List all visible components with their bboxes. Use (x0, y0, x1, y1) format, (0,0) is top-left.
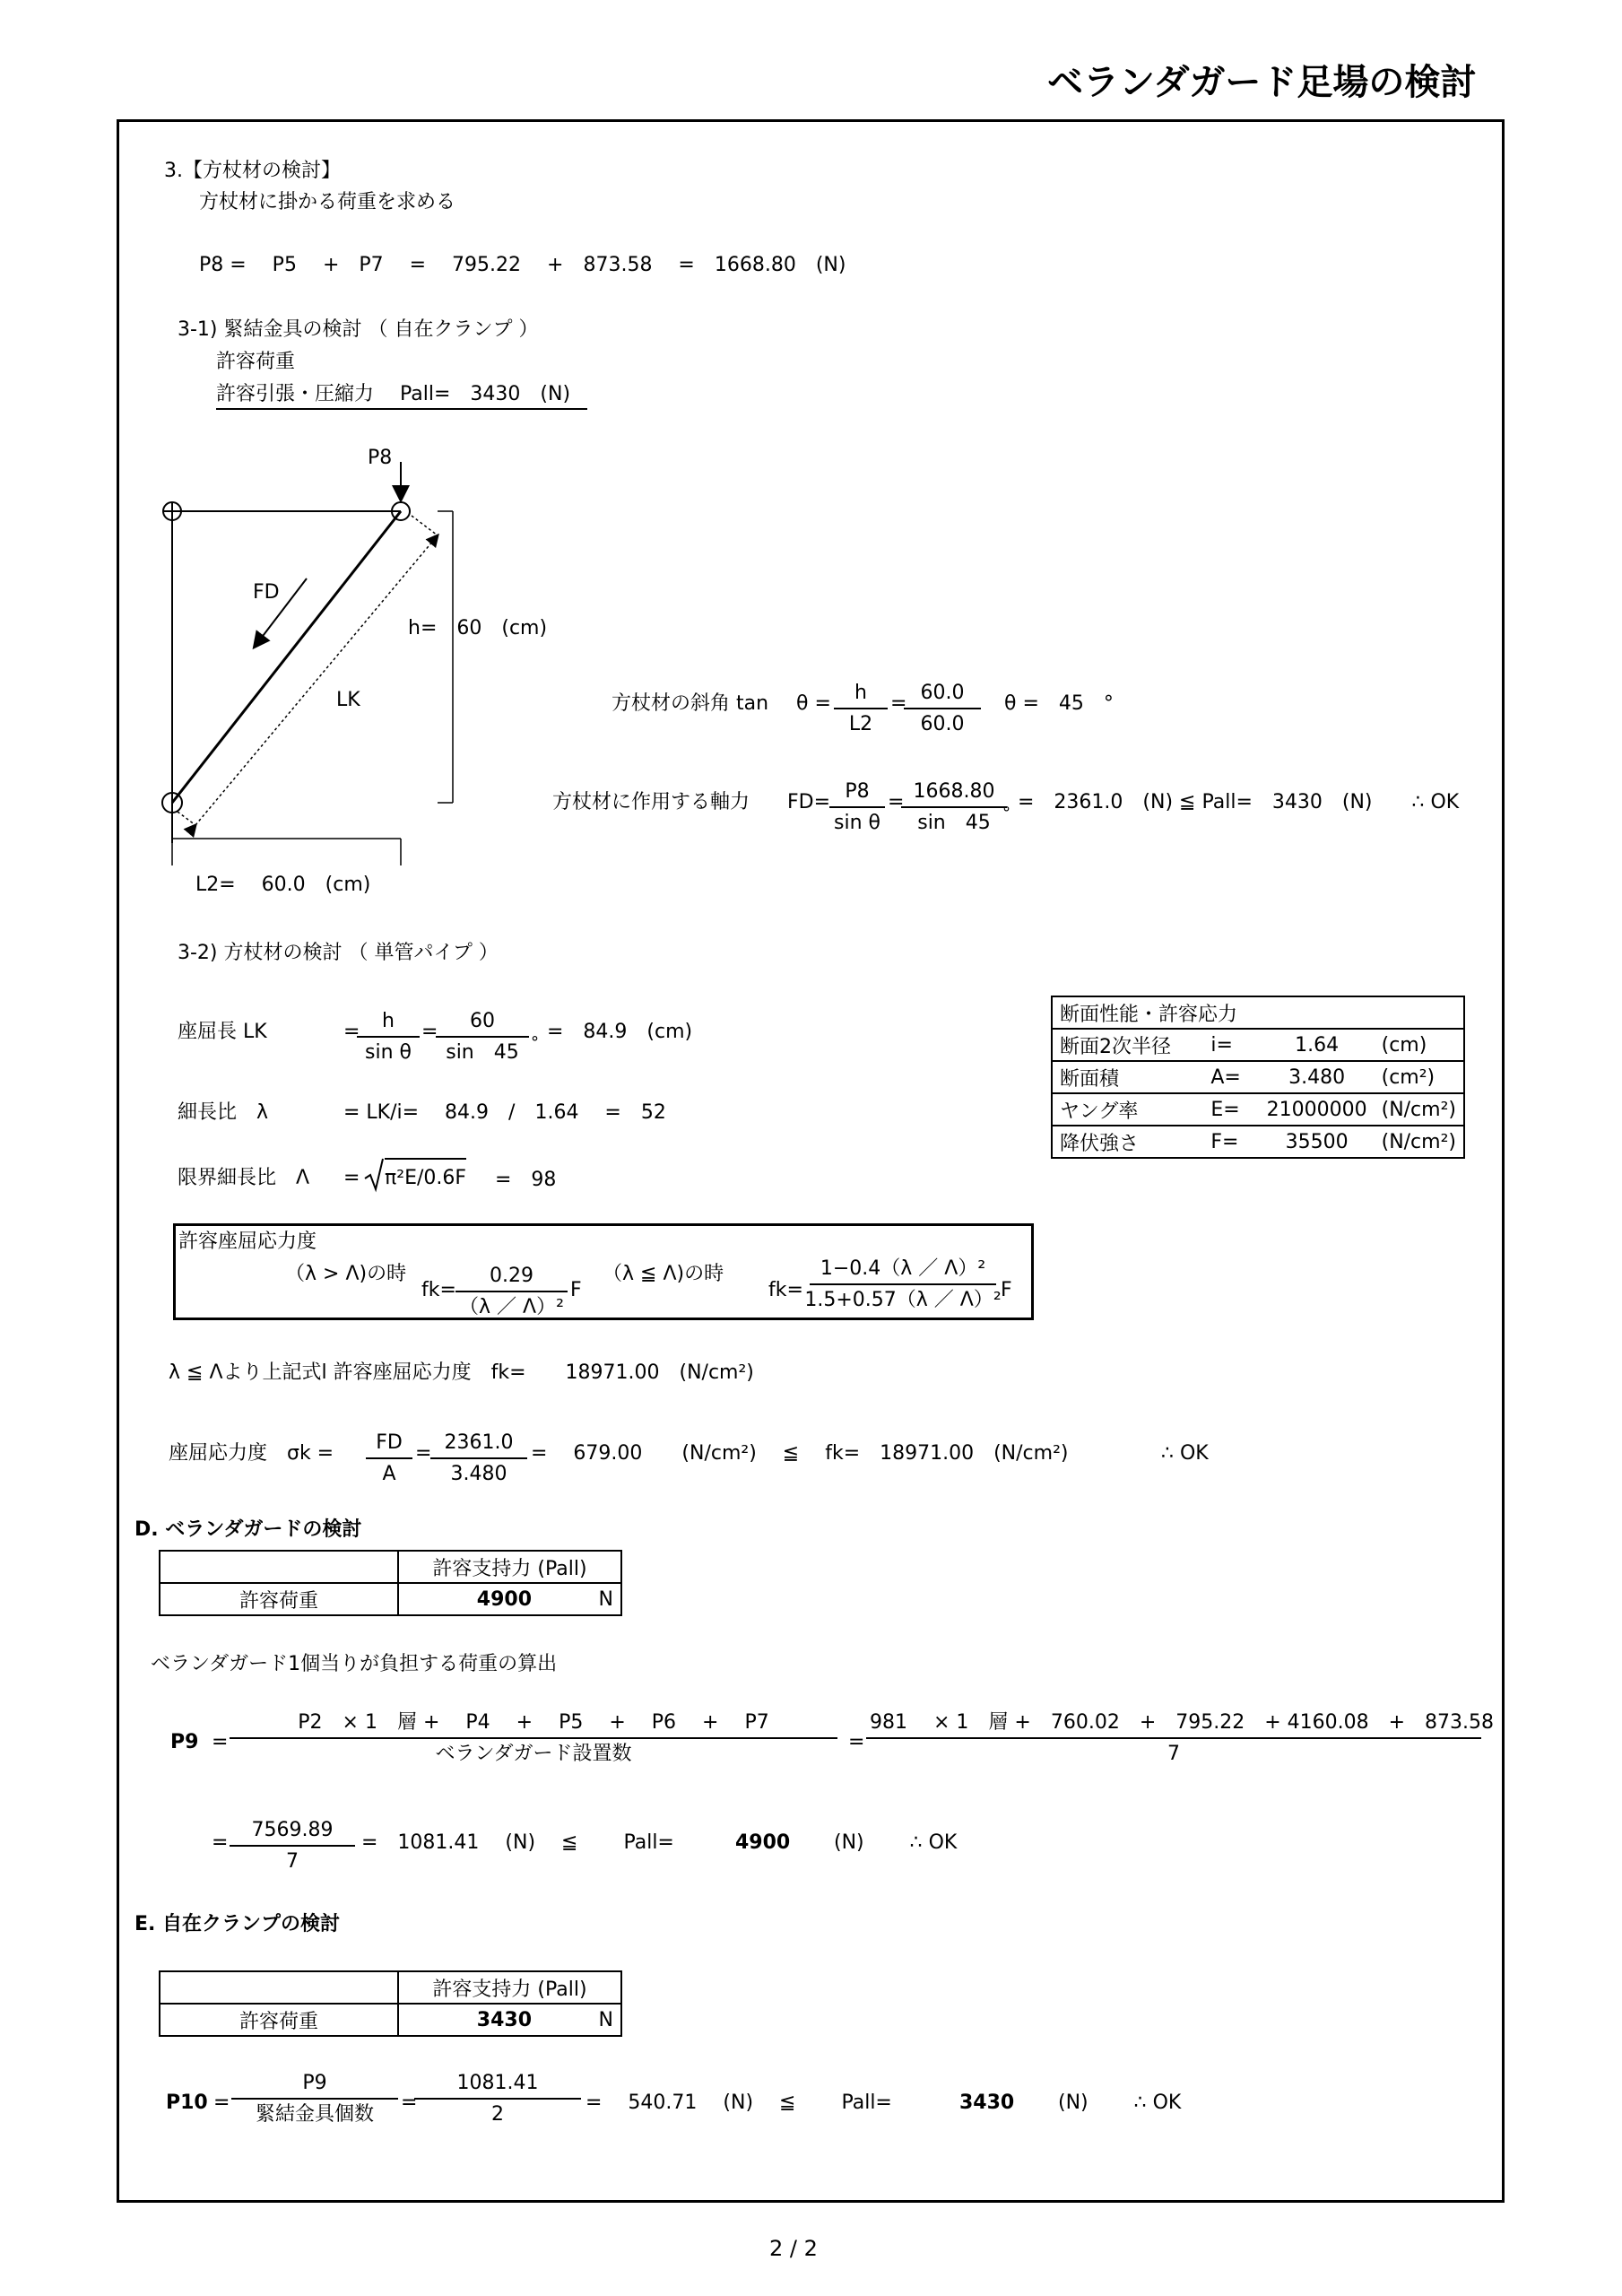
p9-result: = 1081.41 (N) ≦ Pall= (361, 1831, 674, 1854)
limit-eq: = 98 (495, 1169, 557, 1191)
brace-member (172, 511, 401, 803)
angle-theta: θ = (796, 692, 831, 715)
axial-frac-2: $\frac{1668.80}{\sin 45}$ (901, 782, 1007, 833)
sigma-result: = 679.00 (N/cm²) ≦ fk= 18971.00 (N/cm²) (531, 1442, 1069, 1465)
secD-table: 許容支持力 (Pall) 許容荷重 4900 N (159, 1550, 622, 1616)
limit-label: 限界細長比 Λ (178, 1167, 310, 1189)
secE-heading: E. 自在クランプの検討 (134, 1913, 341, 1935)
limit-sqrt: π²E/0.6F (385, 1158, 466, 1188)
s31-allow-label: 許容荷重 (216, 351, 296, 373)
p9-result-frac: $\frac{7569.89}{7}$ (230, 1821, 355, 1872)
buckle-case2: （λ ≦ Λ)の時 (603, 1263, 724, 1285)
angle-frac-2: $\frac{60.0}{60.0}$ (904, 683, 981, 735)
lk-dimension (195, 535, 438, 825)
slender-label: 細長比 λ (178, 1101, 269, 1124)
table-row: 断面2次半径 i= 1.64 (cm) (1052, 1029, 1464, 1061)
sec3-intro: 方杖材に掛かる荷重を求める (199, 191, 456, 213)
diagram-fd-label: FD (253, 581, 280, 604)
p10-result: = 540.71 (N) ≦ Pall= (585, 2092, 892, 2114)
secD-calc-title: ベランダガード1個当りが負担する荷重の算出 (151, 1653, 558, 1675)
p9-label: P9 (170, 1731, 199, 1753)
s32-heading: 3-2) 方杖材の検討 （ 単管パイプ ） (178, 942, 499, 964)
diagram-l2-label: L2= 60.0 (cm) (195, 874, 371, 896)
fk-line: λ ≦ Λより上記式l 許容座屈応力度 fk= 18971.00 (N/cm²) (169, 1361, 754, 1384)
lk-frac-2: $\frac{60}{\sin 45}$ (436, 1012, 529, 1063)
diagram-h-label: h= 60 (cm) (408, 617, 548, 639)
angle-result: θ = 45 ° (1004, 692, 1114, 715)
diagram-lk-label: LK (336, 689, 360, 711)
sec3-heading: 3.【方杖材の検討】 (164, 160, 341, 182)
buckle-frac-2: $\frac{\text{1−0.4（λ ／ Λ）²}}{\text{1.5+0.57（λ ／ Λ）²}}$ (804, 1257, 1002, 1311)
buckle-case1: （λ > Λ)の時 (285, 1263, 407, 1285)
axial-fd: FD= (787, 791, 831, 813)
s31-allow-line: 許容引張・圧縮力 Pall= 3430 (N) (216, 385, 587, 410)
slender-eq: = LK/i= 84.9 / 1.64 = 52 (343, 1101, 666, 1124)
page-title: ベランダガード足場の検討 (1047, 62, 1477, 103)
brace-diagram (152, 444, 475, 910)
sqrt-icon (363, 1157, 385, 1193)
page-frame (117, 119, 1505, 2203)
p10-pall-value: 3430 (959, 2092, 1015, 2114)
sigma-label: 座屈応力度 σk = (169, 1442, 334, 1465)
axial-result: = 2361.0 (N) ≦ Pall= 3430 (N) ∴ OK (1018, 791, 1460, 813)
p10-frac-1: P9 緊結金具個数 (231, 2074, 398, 2125)
sigma-frac-2: $\frac{2361.0}{3.480}$ (430, 1433, 527, 1484)
table-row: 許容荷重 3430 N (160, 2004, 621, 2036)
p10-label: P10 (166, 2092, 208, 2114)
p9-frac-2: 981 × 1 層 + 760.02 + 795.22 + 4160.08 + 873.58 7 (866, 1713, 1481, 1764)
table-row: 降伏強さ F= 35500 (N/cm²) (1052, 1126, 1464, 1158)
buckle-title: 許容座屈応力度 (178, 1231, 317, 1253)
table-row: 断面積 A= 3.480 (cm²) (1052, 1061, 1464, 1093)
angle-label: 方杖材の斜角 tan (612, 692, 769, 715)
diagram-p8-label: P8 (368, 447, 393, 469)
axial-frac-1: $\frac{P8}{\text{sin θ}}$ (829, 782, 885, 833)
p9-ok: (N) ∴ OK (834, 1831, 958, 1854)
axial-label: 方杖材に作用する軸力 (552, 791, 750, 813)
lk-label: 座屈長 LK (178, 1021, 267, 1043)
table-row: 許容荷重 4900 N (160, 1583, 621, 1615)
lk-frac-1: $\frac{h}{\text{sin θ}}$ (357, 1012, 420, 1063)
buckle-frac-1: $\frac{0.29}{\text{（λ ／ Λ）²}}$ (455, 1266, 568, 1318)
table-row: ヤング率 E= 21000000 (N/cm²) (1052, 1093, 1464, 1126)
p10-frac-2: $\frac{1081.41}{2}$ (414, 2074, 581, 2125)
page-number: 2 / 2 (769, 2236, 818, 2261)
secD-heading: D. ベランダガードの検討 (134, 1518, 362, 1541)
angle-frac-1: $\frac{h}{L2}$ (834, 683, 888, 735)
props-title: 断面性能・許容応力 (1052, 996, 1464, 1029)
secE-table: 許容支持力 (Pall) 許容荷重 3430 N (159, 1970, 622, 2037)
p10-ok: (N) ∴ OK (1058, 2092, 1182, 2114)
lk-result: = 84.9 (cm) (547, 1021, 693, 1043)
p8-equation: P8 = P5 + P7 = 795.22 + 873.58 = 1668.80 (N) (199, 254, 846, 276)
p9-pall-value: 4900 (735, 1831, 791, 1854)
s31-heading: 3-1) 緊結金具の検討 （ 自在クランプ ） (178, 318, 539, 341)
sigma-frac-1: $\frac{FD}{A}$ (366, 1433, 412, 1484)
p9-frac-1: P2 × 1 層 + P4 + P5 + P6 + P7 ベランダガード設置数 (230, 1713, 837, 1764)
sigma-ok: ∴ OK (1161, 1442, 1209, 1465)
section-properties-table (1051, 996, 1465, 1159)
